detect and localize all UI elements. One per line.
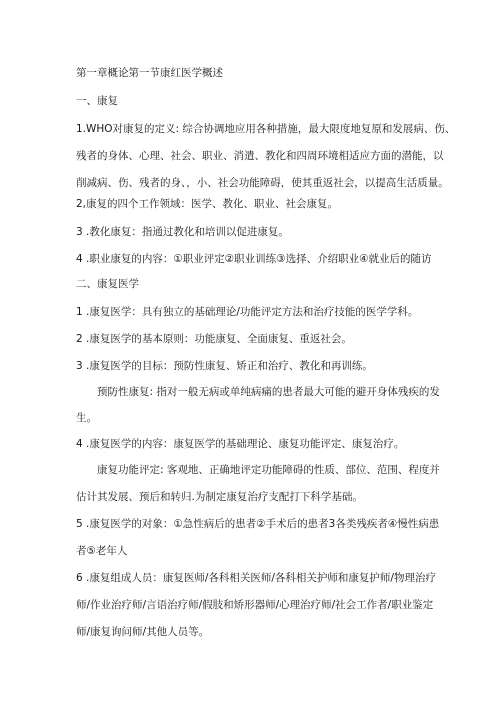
section-heading-rehabilitation: 一、康复 [76,95,118,107]
paragraph-line: 估计其发展、预后和转归.为制定康复治疗支配打下科学基础。 [76,491,363,503]
paragraph-line: 5 .康复医学的对象：①急性病后的患者②手术后的患者3各类残疾者④慢性病患 [76,518,440,530]
paragraph-line: 6 .康复组成人员：康复医师/各科相关医师/各科相关护师和康复护师/物理治疗 [76,572,436,584]
paragraph-line: 残者的身体、心理、社会、职业、消遣、教化和四周环境相适应方面的潜能，以 [76,150,444,162]
paragraph-line: 3 .康复医学的目标：预防性康复、矫正和治疗、教化和再训练。 [76,360,373,372]
paragraph-line: 师/康复询问师/其他人员等。 [76,626,210,638]
chapter-title: 第一章概论第一节康红医学概述 [76,67,223,79]
paragraph-line: 1 .康复医学：具有独立的基础理论/功能评定方法和治疗技能的医学学科。 [76,306,419,318]
paragraph-line: 预防性康复: 指对一般无病或单纯病痛的患者最大可能的避开身体残疾的发 [97,386,440,398]
paragraph-line: 康复功能评定: 客观地、正确地评定功能障碍的性质、部位、范围、程度并 [97,464,440,476]
paragraph-line: 2,康复的四个工作领域：医学、教化、职业、社会康复。 [76,198,339,210]
paragraph-line: 1.WHO对康复的定义: 综合协调地应用各种措施，最大限度地复原和发展病、伤、 [76,123,456,135]
paragraph-line: 师/作业治疗师/言语治疗师/假肢和矫形器师/心理治疗师/社会工作者/职业鉴定 [76,599,434,611]
section-heading-rehab-medicine: 二、康复医学 [76,278,139,290]
paragraph-line: 4 .康复医学的内容：康复医学的基础理论、康复功能评定、康复治疗。 [76,438,405,450]
paragraph-line: 3 .教化康复：指通过教化和培训以促进康复。 [76,226,289,238]
paragraph-line: 削减病、伤、残者的身、，小、社会功能障碍，使其重返社会，以提高生活质量。 [76,177,449,189]
paragraph-line: 4 .职业康复的内容：①职业评定②职业训练③选择、介绍职业④就业后的随访 [76,253,432,265]
paragraph-line: 2 .康复医学的基本原则：功能康复、全面康复、重返社会。 [76,333,352,345]
paragraph-line: 者⑤老年人 [76,545,128,557]
paragraph-line: 生。 [76,412,97,424]
